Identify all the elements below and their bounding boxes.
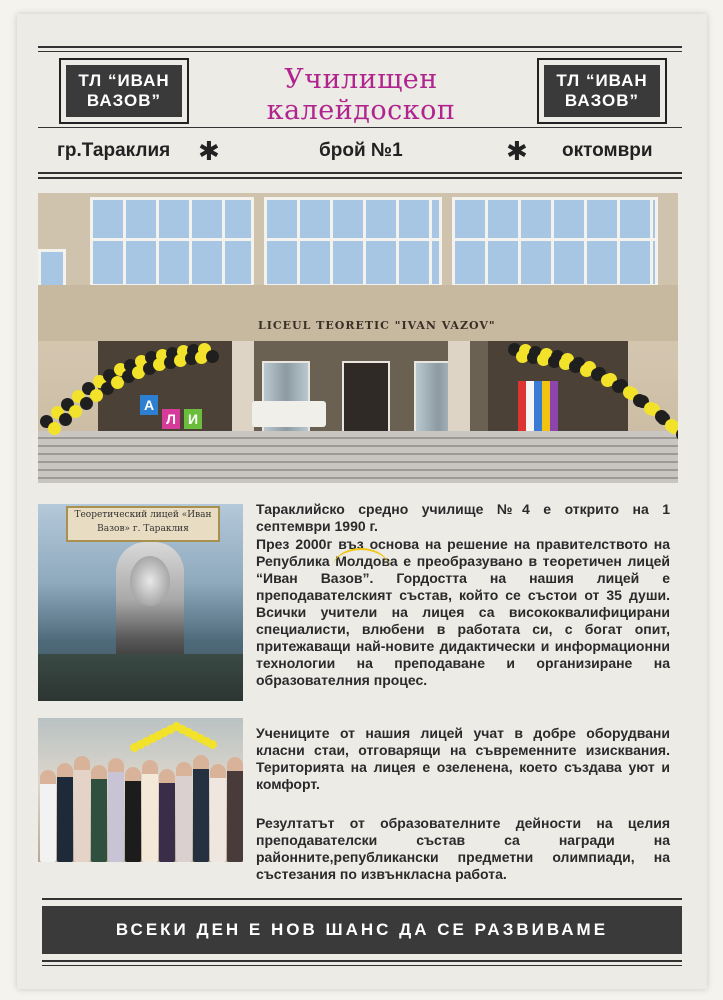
city-label: гр.Тараклия xyxy=(57,140,171,161)
top-rule xyxy=(38,46,682,48)
stairs xyxy=(38,431,678,483)
header-rule xyxy=(38,172,682,174)
window xyxy=(264,197,442,287)
window xyxy=(452,197,658,287)
article-paragraph-results: Резултатът от образователните дейности на целия преподавателски състав са награди на районните,републикански предметни олимпиади, на състезания по извънкласна работа. xyxy=(256,815,670,882)
issue-label: брой №1 xyxy=(319,140,403,161)
building-sign: LICEUL TEORETIC "IVAN VAZOV" xyxy=(258,319,496,332)
balloon xyxy=(48,422,61,435)
asterisk-icon: ✱ xyxy=(198,137,220,167)
person xyxy=(125,767,141,862)
badge-left-text: ТЛ “ИВАН ВАЗОВ” xyxy=(66,65,182,117)
article-paragraph-history: През 2000г въз основа на решение на правителството на Република Молдова е преобразувано в теоретичен лицей “Иван Вазов”. Гордостта на нашия лицей е преподавателският състав, който се състои от 35 души. Всички учители на лицея са висококвалифицирани специалисти, влюбени в работата си, с богат опит, притежаващи най-новите дидактически и информационни технологии на преподаване и организиране на образователния процес. xyxy=(256,536,670,688)
person xyxy=(91,765,107,862)
school-building-photo xyxy=(38,193,678,483)
ribbon-decoration xyxy=(518,381,558,431)
letter-block: Л xyxy=(162,409,180,429)
balloon xyxy=(206,350,219,363)
asterisk-icon: ✱ xyxy=(506,137,528,167)
footer-rule-bottom-thin xyxy=(42,965,682,966)
footer-rule-bottom xyxy=(42,960,682,962)
person xyxy=(108,758,124,862)
balloon xyxy=(208,740,217,749)
letter-block: А xyxy=(140,395,158,415)
badge-right xyxy=(537,58,667,124)
window xyxy=(90,197,254,287)
teachers-group-photo xyxy=(38,718,243,862)
person xyxy=(159,769,175,862)
person xyxy=(74,756,90,862)
badge-right-text: ТЛ “ИВАН ВАЗОВ” xyxy=(544,65,660,117)
table xyxy=(252,401,326,427)
mid-rule xyxy=(38,127,682,128)
portrait-banner: Теоретический лицей «Иван Вазов» г. Тараклия xyxy=(66,506,220,542)
article-paragraph-classrooms: Учениците от нашия лицей учат в добре оборудвани класни стаи, отговарящи на съвременните изисквания. Територията на лицея е озеленена, което създава уют и комфорт. xyxy=(256,725,670,792)
page-title: Училищен калейдоскоп xyxy=(266,64,456,126)
footer-rule xyxy=(42,898,682,900)
badge-left xyxy=(59,58,189,124)
person xyxy=(227,757,243,862)
person xyxy=(142,760,158,862)
person xyxy=(40,770,56,862)
top-rule-thin xyxy=(38,51,682,52)
month-label: октомври xyxy=(562,140,653,161)
letter-block: И xyxy=(184,409,202,429)
person xyxy=(210,764,226,862)
person xyxy=(176,762,192,862)
ivan-vazov-portrait-photo xyxy=(38,504,243,701)
person xyxy=(193,755,209,862)
header-rule-2 xyxy=(38,177,682,179)
slogan-bar: ВСЕКИ ДЕН Е НОВ ШАНС ДА СЕ РАЗВИВАМЕ xyxy=(42,906,682,954)
highlight-scribble xyxy=(332,548,390,590)
article-intro: Тараклийско средно училище №4 е открито на 1 септември 1990 г. xyxy=(256,501,670,534)
person xyxy=(57,763,73,862)
